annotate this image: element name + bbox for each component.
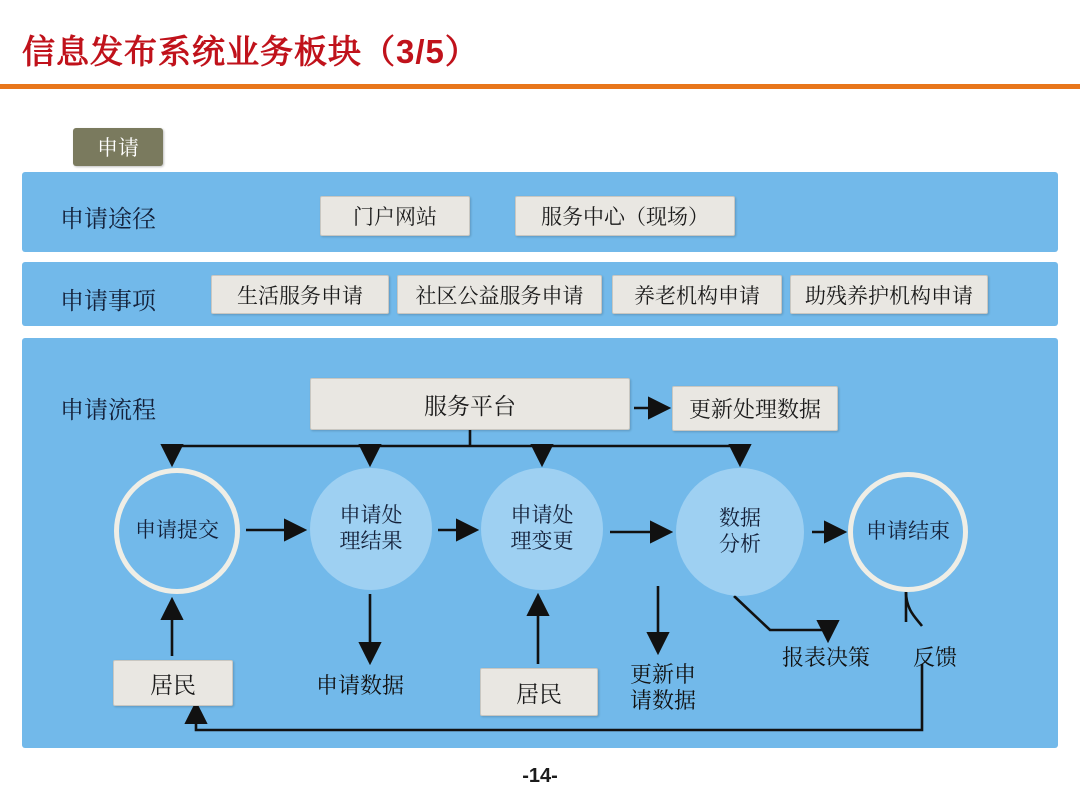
chip-elderly-institution-application[interactable]: 养老机构申请 (612, 275, 782, 314)
page-title: 信息发布系统业务板块（3/5） (22, 33, 479, 70)
box-resident-2[interactable]: 居民 (480, 668, 598, 716)
node-application-change-line1: 申请处 (510, 504, 574, 528)
chip-life-service-application[interactable]: 生活服务申请 (211, 275, 389, 314)
node-application-change-line2: 理变更 (510, 530, 574, 553)
box-resident-1[interactable]: 居民 (113, 660, 233, 706)
node-application-result[interactable] (310, 468, 432, 590)
title-divider (0, 84, 1080, 89)
panel-matters-label: 申请事项 (60, 288, 156, 315)
label-update-request-data-line2: 请数据 (630, 687, 697, 713)
label-feedback: 反馈 (913, 645, 958, 670)
chip-service-center[interactable]: 服务中心（现场） (515, 196, 735, 236)
node-data-analysis[interactable] (676, 468, 804, 596)
node-application-end[interactable] (848, 472, 968, 592)
label-update-request-data-line1: 更新申 (630, 662, 697, 687)
box-service-platform[interactable]: 服务平台 (310, 378, 630, 430)
node-data-analysis-line1: 数据 (719, 507, 761, 531)
node-application-result-line1: 申请处 (339, 504, 403, 528)
panel-channel-label: 申请途径 (60, 206, 156, 233)
box-update-processing-data[interactable]: 更新处理数据 (672, 386, 838, 431)
node-application-submit-label: 申请提交 (135, 519, 219, 543)
label-report-decision: 报表决策 (782, 645, 871, 670)
node-data-analysis-line2: 分析 (719, 533, 761, 556)
slide-header (0, 0, 1080, 86)
section-tab-label: 申请 (97, 137, 139, 160)
chip-portal-website[interactable]: 门户网站 (320, 196, 470, 236)
section-tab-application[interactable] (73, 128, 163, 166)
panel-flow-label: 申请流程 (60, 397, 156, 424)
node-application-change[interactable] (481, 468, 603, 590)
page-number: -14- (522, 765, 558, 787)
label-update-request-data (630, 662, 696, 714)
node-application-end-label: 申请结束 (866, 520, 950, 544)
node-application-result-line2: 理结果 (339, 530, 403, 553)
label-application-data: 申请数据 (316, 673, 405, 698)
chip-disability-care-application[interactable]: 助残养护机构申请 (790, 275, 988, 314)
node-application-submit[interactable] (114, 468, 240, 594)
chip-community-welfare-application[interactable]: 社区公益服务申请 (397, 275, 602, 314)
